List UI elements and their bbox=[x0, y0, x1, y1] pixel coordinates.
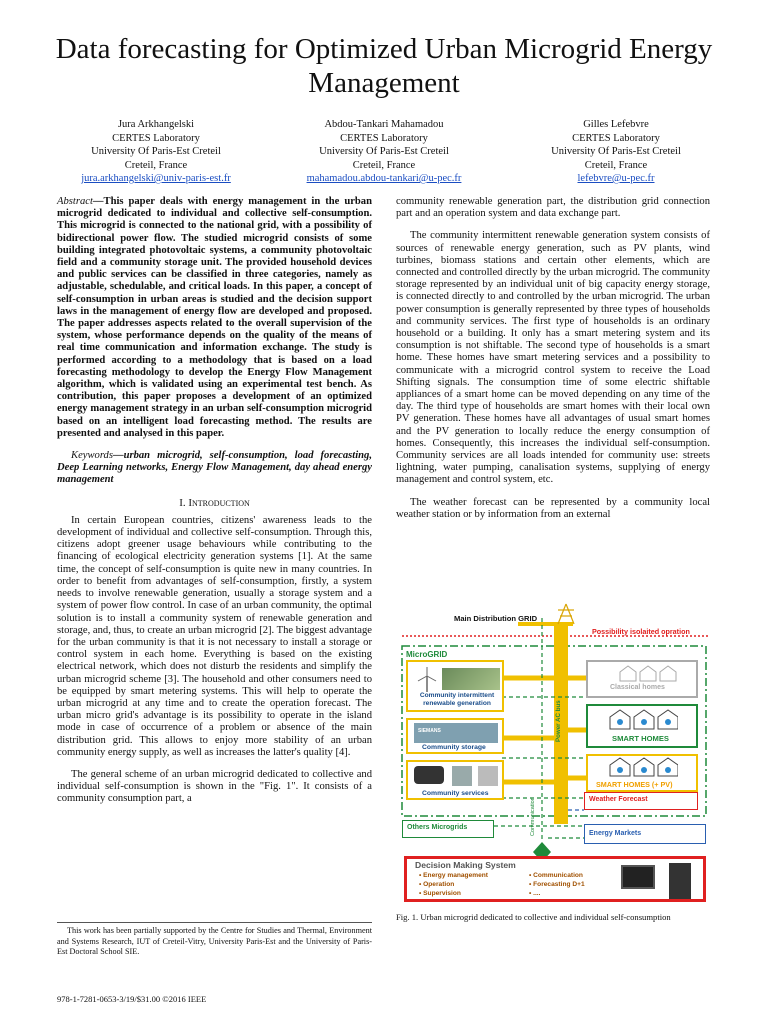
footnote: This work has been partially supported by the Centre for Studies and Thermal, Environment and Systems Research, IUT of Creteil-Vitry, University Paris-Est and the University of Paris-Est Doctoral School SIE. bbox=[57, 922, 372, 958]
decision-item: • Operation bbox=[419, 881, 455, 888]
weather-box bbox=[584, 792, 698, 810]
keywords-text: —urban microgrid, self-consumption, load forecasting, Deep Learning networks, Energy Flow Management, day ahead energy management bbox=[57, 450, 372, 486]
author-name: Gilles Lefebvre bbox=[583, 119, 649, 130]
author-email-link[interactable]: jura.arkhangelski@univ-paris-est.fr bbox=[81, 173, 231, 184]
decision-items-right bbox=[529, 871, 585, 898]
others-microgrids-box bbox=[402, 820, 494, 838]
renewable-label: Community intermittent renewable generation bbox=[419, 692, 495, 707]
pv-houses-icon bbox=[608, 757, 678, 777]
author-lab: CERTES Laboratory bbox=[112, 132, 200, 144]
services-label: Community services bbox=[422, 790, 489, 797]
author-city: Creteil, France bbox=[584, 159, 648, 171]
wind-turbine-icon bbox=[414, 666, 440, 692]
pv-field-icon bbox=[442, 668, 500, 690]
author-univ: University Of Paris-Est Creteil bbox=[551, 146, 681, 157]
storage-logo: SIEMANS bbox=[418, 728, 441, 734]
server-icon bbox=[669, 863, 691, 899]
classical-homes-label: Classical homes bbox=[610, 684, 665, 691]
intro-paragraph-1: In certain European countries, citizens' awareness leads to the development of individual and collective self-consumption. Through this, citizens adopt greener usage behaviours while contributing to the financing of ecological electricity generation systems [1]. At the same time, the concept of self-consumption is quite new in many countries. In order to benefit from advantages of self-consumption, firstly, a system needs to involve renewable generation, usually a storage system and a system of power flow control. In case of an urban community, the optimal solution is to install a community system of renewable generation and storage, and, thus, to create an urban microgrid [2]. The biggest advantage for the urban community is that it is not necessary to install a storage or control system in each home. Everything is based on the existing electrical network, which does not disturb the residents and simplify the urban microgrid scheme [3]. The household and other consumers need to be equipped by smart metering systems. This will help to operate the urban microgrid at any time and to create the operation forecast. The urban micro grid's advantage is its possibility to operate in the island mode in case of occurrence of a problem or absence of the main distribution grid. This allows to enjoy more stability of an urban community energy supply, as well as increases the latter's quality [4]. bbox=[57, 514, 372, 758]
decision-items-left bbox=[419, 871, 488, 898]
decision-item: • Supervision bbox=[419, 890, 461, 897]
storage-box bbox=[406, 718, 504, 754]
author-univ: University Of Paris-Est Creteil bbox=[91, 146, 221, 157]
microgrid-label: MicroGRID bbox=[406, 650, 448, 659]
renewable-box bbox=[406, 660, 504, 712]
control-cabinet-icon bbox=[478, 766, 498, 786]
keywords bbox=[57, 450, 372, 487]
decision-making-box bbox=[404, 856, 706, 902]
author-email-link[interactable]: lefebvre@u-pec.fr bbox=[577, 173, 655, 184]
weather-label: Weather Forecast bbox=[589, 796, 648, 803]
keywords-lead: Keywords bbox=[71, 450, 113, 462]
smart-houses-icon bbox=[608, 708, 678, 730]
author-lab: CERTES Laboratory bbox=[340, 132, 428, 144]
services-box bbox=[406, 760, 504, 800]
right-paragraph-2: The weather forecast can be represented by a community local weather station or by information from an external bbox=[396, 496, 710, 520]
isbn-line: 978-1-7281-0653-3/19/$31.00 ©2016 IEEE bbox=[57, 994, 207, 1004]
street-light-icon bbox=[452, 766, 472, 786]
figure-1 bbox=[398, 602, 710, 904]
left-column bbox=[57, 196, 372, 816]
abstract-lead: Abstract bbox=[57, 196, 93, 207]
right-paragraph-0: community renewable generation part, the distribution grid connection part and an operation system and data exchange part. bbox=[396, 196, 710, 220]
smart-homes-box bbox=[586, 704, 698, 748]
figure-caption: Fig. 1. Urban microgrid dedicated to collective and individual self-consumption bbox=[396, 912, 671, 922]
smart-homes-pv-label: SMART HOMES (+ PV) bbox=[596, 780, 673, 789]
island-label: Possibility isolaited opration bbox=[592, 627, 690, 636]
energy-markets-box bbox=[584, 824, 706, 844]
right-column bbox=[396, 196, 710, 531]
author-email-link[interactable]: mahamadou.abdou-tankari@u-pec.fr bbox=[306, 173, 462, 184]
decision-item: • Forecasting D+1 bbox=[529, 881, 585, 888]
decision-item: • Communication bbox=[529, 872, 583, 879]
classical-homes-box bbox=[586, 660, 698, 698]
main-grid-label: Main Distribution GRID bbox=[454, 614, 538, 623]
author-2 bbox=[274, 118, 494, 186]
decision-item: • Energy management bbox=[419, 872, 488, 879]
author-city: Creteil, France bbox=[124, 159, 188, 171]
abstract-text: —This paper deals with energy management in the urban microgrid dedicated to individual and collective self-consumption. This microgrid is connected to the national grid, with a possibility of bidirectional power flow. The studied microgrid consists of some building integrated photovoltaic systems, a community photovoltaic field and a community storage unit. The provided household devices and public services can be classified in three categories, namely as adjustable, schedulable, and critical loads. In this paper, a concept of self-consumption in urban areas is studied and the decision support laws in the management of energy flow are developed and proposed. The paper addresses aspects related to the overall supervision of the system, whose performance depends on the quality of the means of real time communication and information exchange. The study is performed according to a methodology that is based on a load forecasting methodology to develop the Energy Flow Management algorithm, which is validated using an experimental test bench. As contribution, this paper proposes a development of an optimized energy management strategy in an urban self-consumption microgrid based on an intelligent load forecasting method. The results are presented and analysed in this paper. bbox=[57, 196, 372, 439]
smart-homes-label: SMART HOMES bbox=[612, 734, 669, 743]
storage-label: Community storage bbox=[422, 744, 486, 751]
author-1 bbox=[46, 118, 266, 186]
paper-title: Data forecasting for Optimized Urban Microgrid Energy Management bbox=[55, 33, 713, 99]
smart-homes-pv-box bbox=[586, 754, 698, 792]
decision-label: Decision Making System bbox=[415, 860, 516, 870]
houses-icon bbox=[618, 664, 678, 682]
others-microgrids-label: Others Microgrids bbox=[407, 824, 468, 831]
abstract bbox=[57, 196, 372, 440]
section-heading: I. Introduction bbox=[179, 496, 250, 509]
author-name: Jura Arkhangelski bbox=[117, 119, 195, 130]
intro-paragraph-2: The general scheme of an urban microgrid dedicated to collective and individual self-consumption is shown in the "Fig. 1". It consists of a community consumption part, a bbox=[57, 768, 372, 805]
author-lab: CERTES Laboratory bbox=[572, 132, 660, 144]
author-city: Creteil, France bbox=[352, 159, 416, 171]
author-name: Abdou-Tankari Mahamadou bbox=[324, 119, 444, 130]
decision-item: • .... bbox=[529, 890, 541, 897]
author-univ: University Of Paris-Est Creteil bbox=[319, 146, 449, 157]
communication-label: Communication bbox=[530, 797, 536, 836]
right-paragraph-1: The community intermittent renewable generation system consists of sources of renewable energy generation, such as PV plants, wind turbines, biomass stations and certain other elements, which are connected and controlled directly by the urban microgrid. The community storage represented by an individual unit of big capacity energy storage, is connected directly to and controlled by the urban microgrid. The urban power consumption is generally represented by three types of households and community services. The first type of households is an ordinary household or a building. It only has a smart metering system and its consumption is not shiftable. The second type of households is a smart home. These homes have smart metering services and a possibility to communicate with a microgrid control system to receive the Load Shifting signals. The consumption time of some electric shiftable appliances of a smart home can be moved depending on any time of the day. The third type of households are smart homes with their local own PV generation. These homes have all advantages of usual smart homes and the PV generation to locally reduce the energy consumption of homes. Consequently, this increases the individual self-consumption. Community services are all loads intended for community use: streets lightning, water pumping, canalisation systems, supplying of energy management and control system, etc. bbox=[396, 230, 710, 486]
energy-markets-label: Energy Markets bbox=[589, 830, 642, 837]
power-bus-label: Power AC bus bbox=[555, 700, 562, 742]
monitor-icon bbox=[621, 865, 655, 889]
water-tank-icon bbox=[414, 766, 444, 784]
author-3 bbox=[506, 118, 726, 186]
